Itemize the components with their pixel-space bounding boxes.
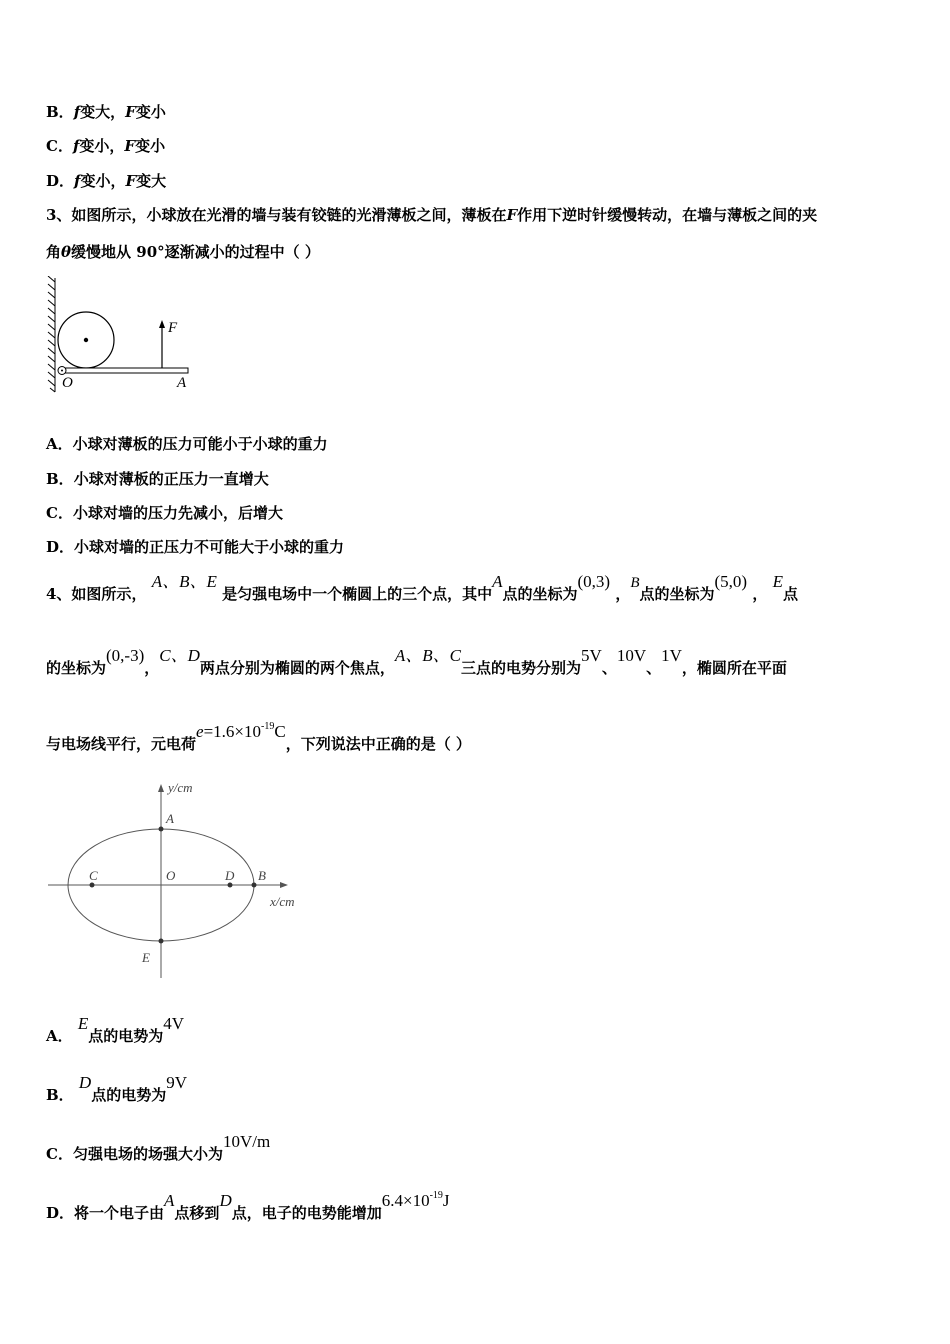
q4-stem-line2: 的坐标为(0,-3)，C、D两点分别为椭圆的两个焦点，A、B、C三点的电势分别为5V、10V、1V，椭圆所在平面: [46, 646, 787, 677]
label-C: C: [89, 868, 98, 883]
wall-hatching: [48, 276, 55, 392]
point-E: [159, 939, 164, 944]
q3-option-c: C．小球对墙的压力先减小，后增大: [46, 504, 283, 522]
q4-option-a: A． E点的电势为4V: [46, 1014, 185, 1045]
y-axis-arrowhead: [158, 784, 164, 792]
point-A: [159, 827, 164, 832]
label-O: O: [62, 375, 73, 391]
label-O: O: [166, 868, 176, 883]
x-axis-arrowhead: [280, 882, 288, 888]
point-C: [90, 883, 95, 888]
label-A: A: [177, 375, 187, 391]
q4-option-c: C．匀强电场的场强大小为10V/m: [46, 1132, 271, 1163]
board: [62, 368, 188, 373]
q3-stem-line2: 角θ缓慢地从 90°逐渐减小的过程中（ ）: [46, 243, 320, 261]
point-D: [228, 883, 233, 888]
label-y-axis: y/cm: [168, 780, 193, 795]
label-E: E: [142, 950, 150, 965]
hinge-pin: [61, 370, 63, 372]
point-B: [252, 883, 257, 888]
q3-figure: [40, 276, 200, 396]
label-A: A: [166, 811, 174, 826]
force-arrowhead: [159, 320, 165, 328]
q4-stem-line3: 与电场线平行，元电荷$e=1.6\times 10^{-19}C$，下列说法中正确的是（ ）: [46, 721, 471, 753]
q2-option-b: B．f变大，F变小: [46, 103, 166, 121]
q4-option-d: D．将一个电子由A点移到D点，电子的电势能增加$6.4\times 10^{-19}J$: [46, 1190, 450, 1222]
q3-option-d: D．小球对墙的正压力不可能大于小球的重力: [46, 538, 345, 556]
q2-option-d: D．f变小，F变大: [46, 172, 167, 190]
q3-option-b: B．小球对薄板的正压力一直增大: [46, 470, 269, 488]
q4-figure: [44, 778, 314, 978]
ball-center: [84, 338, 88, 342]
q3-stem-line1: 3、如图所示，小球放在光滑的墙与装有铰链的光滑薄板之间，薄板在F作用下逆时针缓慢转动，在墙与薄板之间的夹: [46, 206, 818, 224]
q4-option-b: B． D点的电势为9V: [46, 1073, 187, 1104]
label-D: D: [225, 868, 235, 883]
label-x-axis: x/cm: [270, 894, 295, 909]
q4-stem-line1: 4、如图所示， A、B、E 是匀强电场中一个椭圆上的三个点，其中A点的坐标为(0,3) ，B点的坐标为(5,0) ， E点: [46, 572, 798, 603]
q2-option-c: C．f变小，F变小: [46, 137, 166, 155]
label-B: B: [258, 868, 266, 883]
label-F: F: [168, 320, 178, 336]
q3-option-a: A．小球对薄板的压力可能小于小球的重力: [46, 435, 328, 453]
